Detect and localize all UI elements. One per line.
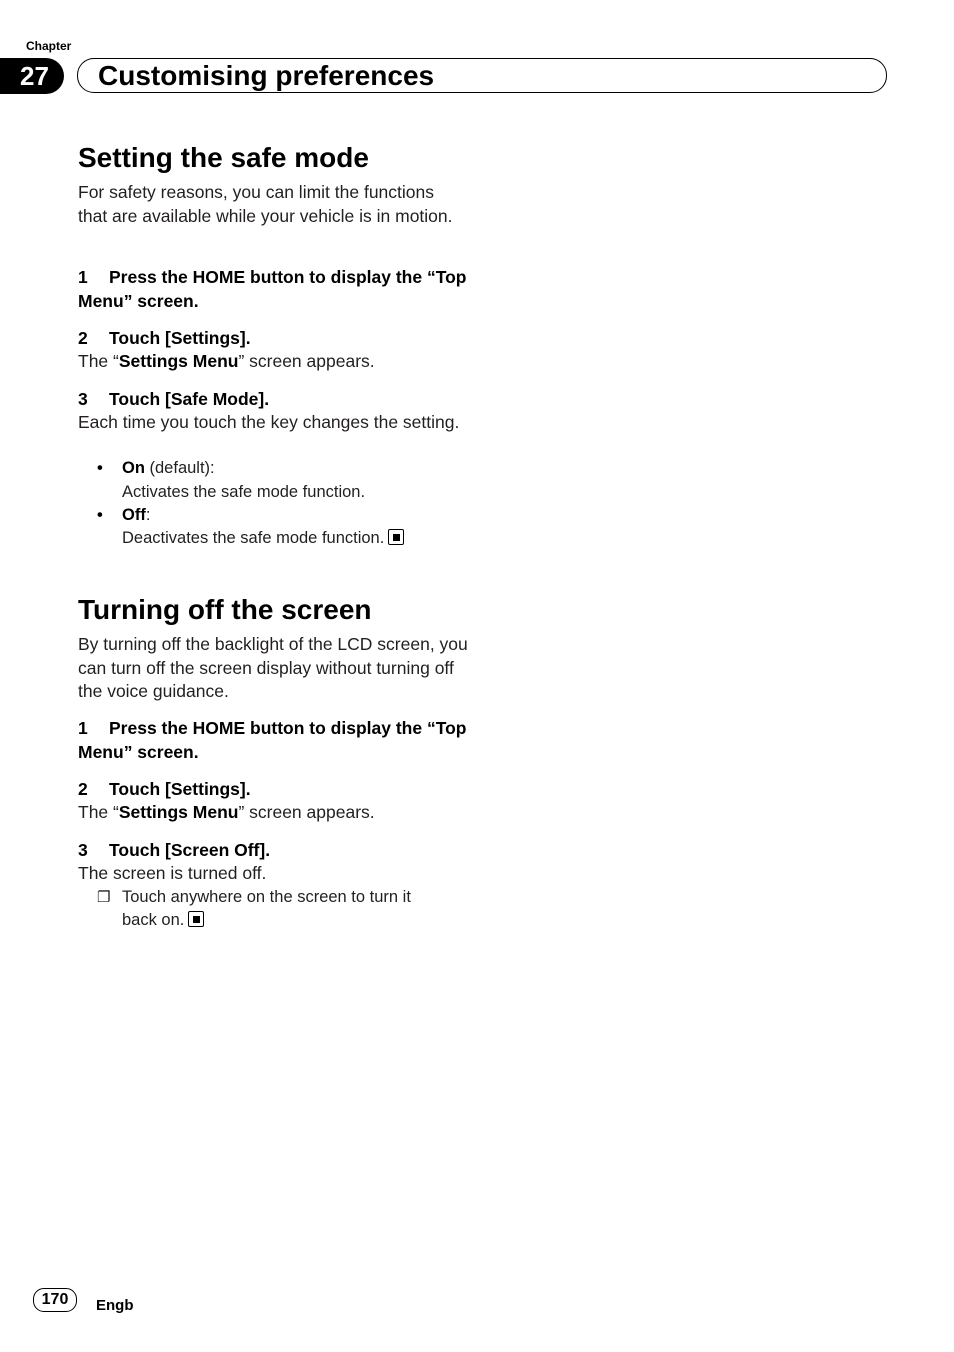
step-label: Touch [Settings]. [109,779,251,799]
step-2 [78,778,468,802]
chapter-title: Customising preferences [98,60,435,91]
bullet-off: • Off: [97,504,457,527]
step-2 [78,327,468,351]
step-result: The “Settings Menu” screen appears. [78,802,375,822]
section-end-icon [188,911,204,927]
section-intro: By turning off the backlight of the LCD screen, you can turn off the screen display without turning off the voice guidance. [78,634,468,701]
step-3 [78,388,468,412]
bullet-description: Deactivates the safe mode function. [122,527,404,550]
step-number: 2 [78,328,88,348]
step-result: The screen is turned off. [78,863,267,883]
step-number: 1 [78,718,88,738]
menu-name: Settings Menu [118,351,239,371]
language-code: Engb [96,1297,134,1314]
step-label: Press the HOME button to display the “Top Menu” screen. [78,718,467,762]
page-number: 170 [33,1288,77,1312]
step-result: The “Settings Menu” screen appears. [78,351,375,371]
step-label: Touch [Settings]. [109,328,251,348]
step-1 [78,266,468,313]
note: ❐ Touch anywhere on the screen to turn it back on. [97,888,411,929]
step-label: Touch [Safe Mode]. [109,389,270,409]
step-number: 1 [78,267,88,287]
step-number: 3 [78,389,88,409]
chapter-title-pill [77,58,887,93]
step-label: Touch [Screen Off]. [109,840,271,860]
chapter-label: Chapter [26,39,72,53]
step-number: 3 [78,840,88,860]
bullet-description: Activates the safe mode function. [122,483,366,501]
menu-name: Settings Menu [118,802,239,822]
section-heading-screen-off: Turning off the screen [78,594,372,625]
chapter-number-tab [0,58,64,94]
bullet-dot-icon: • [97,506,103,524]
step-3 [78,839,468,863]
section-end-icon [388,529,404,545]
step-number: 2 [78,779,88,799]
section-intro: For safety reasons, you can limit the functions that are available while your vehicle is in motion. [78,182,453,226]
step-label: Press the HOME button to display the “Top Menu” screen. [78,267,467,311]
step-1 [78,717,468,764]
bullet-dot-icon: • [97,459,103,477]
section-heading-safe-mode: Setting the safe mode [78,142,369,173]
bullet-on: • On (default): [97,457,457,480]
note-checkbox-icon: ❐ [97,889,111,906]
step-result: Each time you touch the key changes the setting. [78,412,460,432]
chapter-number: 27 [20,61,49,91]
